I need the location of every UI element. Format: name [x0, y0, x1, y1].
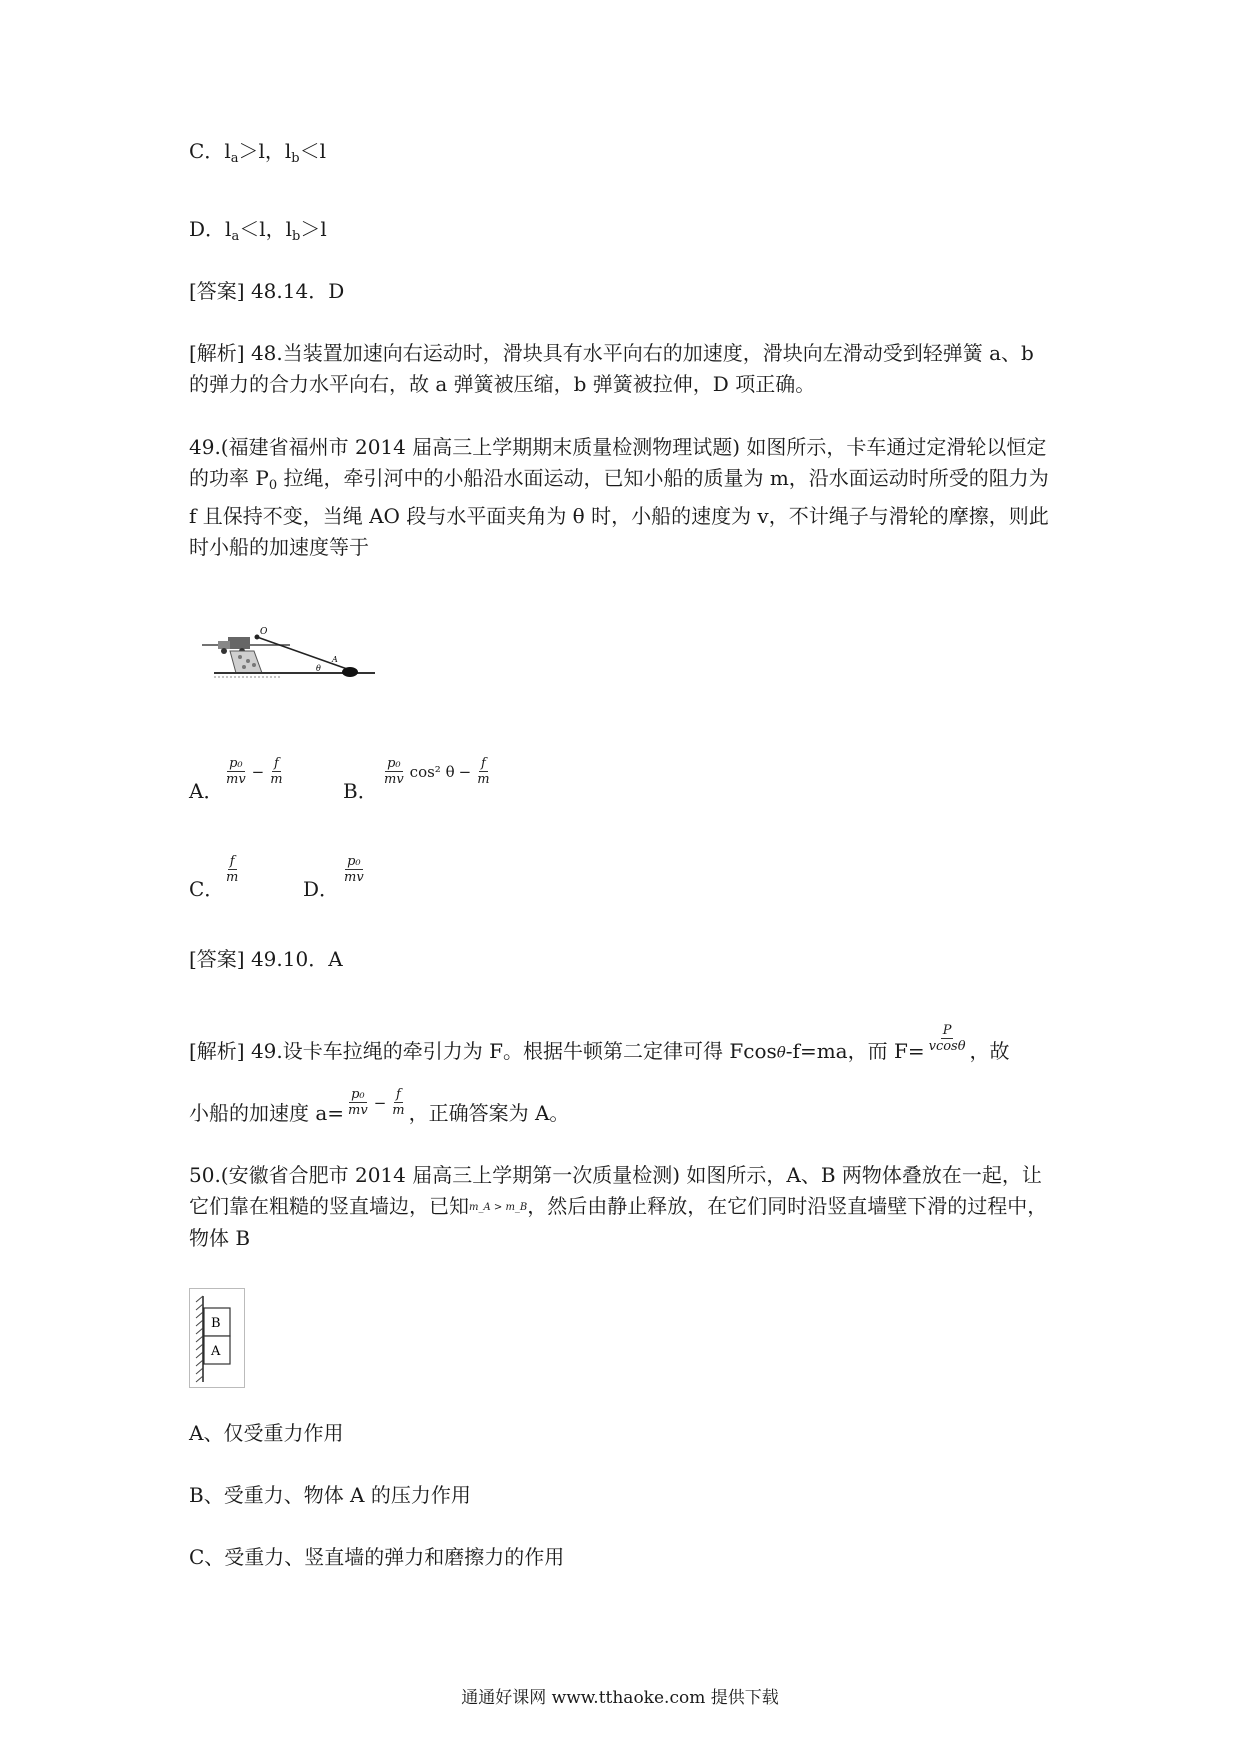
- option-a-50: A、仅受重力作用: [189, 1421, 344, 1445]
- option-c-50: C、受重力、竖直墙的弹力和磨擦力的作用: [189, 1545, 565, 1569]
- question-50: 50.(安徽省合肥市 2014 届高三上学期第一次质量检测) 如图所示，A、B 两物体叠放在一起，让它们靠在粗糙的竖直墙边，已知m_A > m_B，然后由静止释放，在它们同时沿竖直墙壁下滑的过程中，物体 B: [189, 1163, 1048, 1250]
- svg-text:O: O: [260, 627, 268, 637]
- option-a-49: A．: [189, 779, 224, 803]
- question-49: 49.(福建省福州市 2014 届高三上学期期末质量检测物理试题) 如图所示，卡车通过定滑轮以恒定的功率 $P_0$ 拉绳，牵引河中的小船沿水面运动，已知小船的质量为 m，沿水面运动时所受的阻力为 f 且保持不变，当绳 AO 段与水平面夹角为 θ 时，小船的速度为 v，不计绳子与滑轮的摩擦，则此时小船的加速度等于: [189, 435, 1049, 559]
- option-b-49: B．: [343, 779, 378, 803]
- analysis-48: [解析] 48.当装置加速向右运动时，滑块具有水平向右的加速度，滑块向左滑动受到轻弹簧 a、b 的弹力的合力水平向右，故 a 弹簧被压缩，b 弹簧被拉伸，D 项正确。: [189, 341, 1034, 396]
- option-d-48: D．$l_a<l$，$l_b>l$: [189, 217, 327, 244]
- analysis-49-line2: 小船的加速度 a= $\frac{\text{p₀}}{mv}$ − $\frac{f}{m}$ ，正确答案为 A。: [189, 1087, 570, 1125]
- answer-49: [答案] 49.10．A: [189, 947, 343, 971]
- boat-icon: [342, 667, 358, 677]
- riverbank-icon: [230, 651, 262, 673]
- pulley-icon: [255, 635, 260, 640]
- truck-boat-figure: [200, 625, 380, 685]
- option-d-49: D．: [303, 877, 340, 901]
- option-b-50: B、受重力、物体 A 的压力作用: [189, 1483, 471, 1507]
- option-a-49-formula: $\frac{\text{p₀}}{mv}$ − $\frac{f}{m}$: [226, 756, 283, 787]
- svg-text:B: B: [211, 1316, 221, 1331]
- answer-48: [答案] 48.14．D: [189, 279, 345, 303]
- svg-text:A: A: [332, 655, 338, 664]
- footer: 通通好课网 www.tthaoke.com 提供下载: [461, 1688, 779, 1708]
- svg-text:θ: θ: [316, 664, 321, 673]
- option-c-49-formula: $\frac{f}{m}$: [226, 854, 239, 885]
- option-c-48: C．$l_a>l$，$l_b<l$: [189, 139, 327, 166]
- wall-blocks-figure: [189, 1288, 245, 1388]
- option-b-49-formula: $\frac{\text{p₀}}{mv}$ cos² θ − $\frac{f}{m}$: [384, 756, 490, 787]
- analysis-49-line1: [解析] 49.设卡车拉绳的牵引力为 F。根据牛顿第二定律可得 Fcosθ-f=ma，而 F= $\frac{P}{vcos\theta}$ ，故: [189, 1023, 1010, 1063]
- option-c-49: C．: [189, 877, 225, 901]
- option-d-49-formula: $\frac{\text{p₀}}{mv}$: [344, 854, 364, 885]
- svg-text:A: A: [211, 1344, 221, 1359]
- wall-hatch-icon: [196, 1296, 203, 1382]
